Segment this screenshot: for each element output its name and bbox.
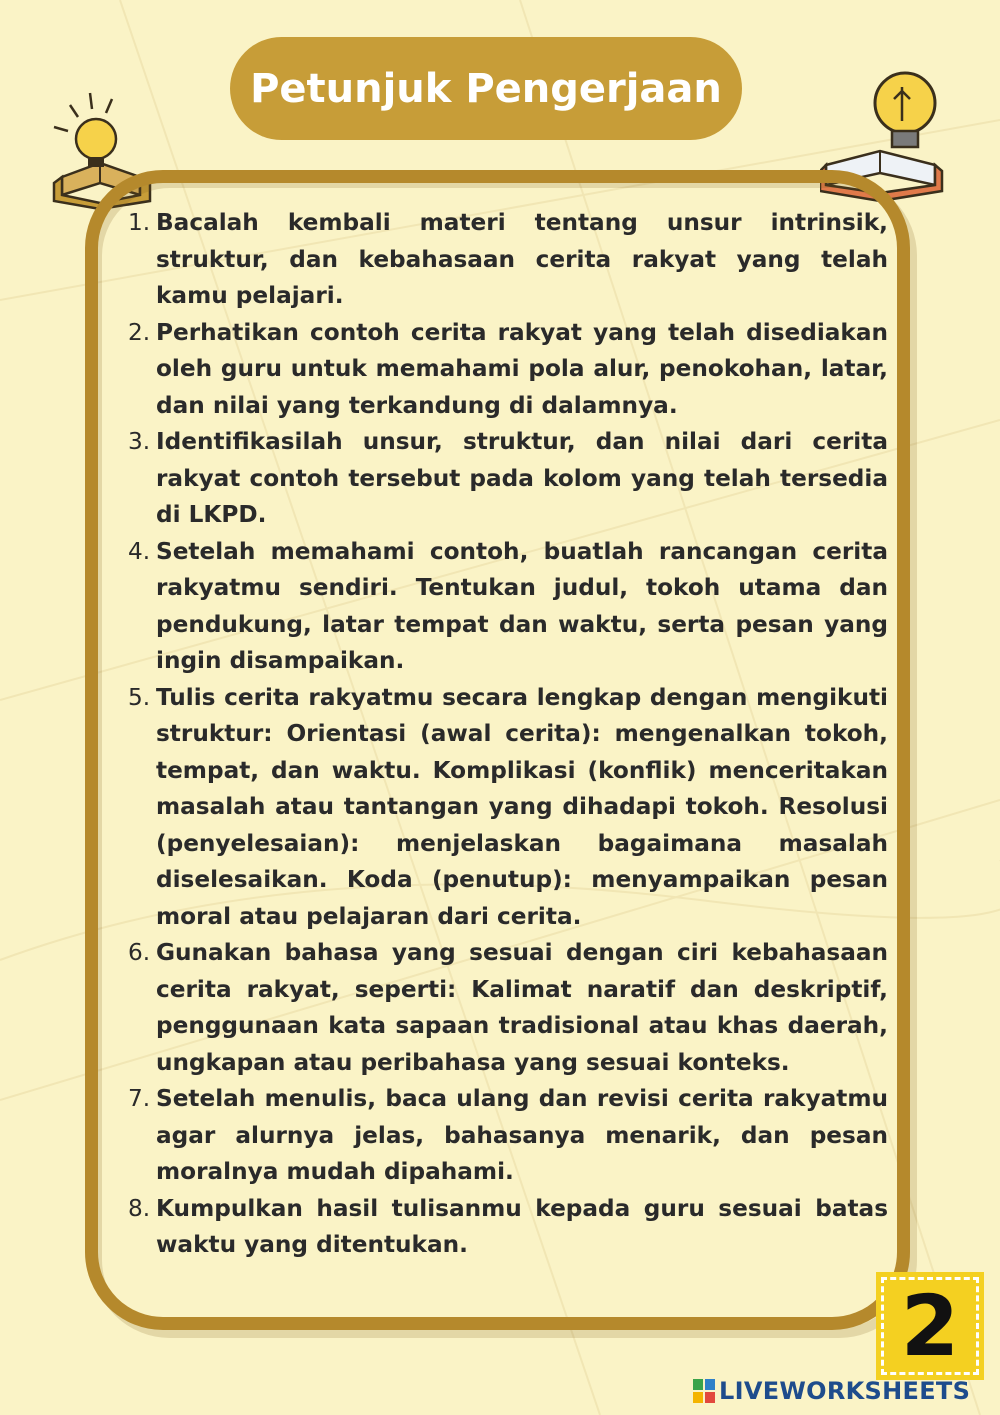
- item-number: 4.: [128, 537, 151, 565]
- page-title: Petunjuk Pengerjaan: [230, 37, 742, 140]
- item-number: 1.: [128, 209, 151, 236]
- list-item: [120, 205, 888, 315]
- item-text: Perhatikan contoh cerita rakyat yang telah disediakan oleh guru untuk memahami pola alur, penokohan, latar, dan nilai yang terkandung di dalamnya.: [156, 318, 888, 419]
- item-number: 7.: [128, 1085, 151, 1112]
- item-number: 6.: [128, 939, 151, 966]
- page-number-badge: [876, 1272, 984, 1380]
- item-text: Identifikasilah unsur, struktur, dan nilai dari cerita rakyat contoh tersebut pada kolom yang telah tersedia di LKPD.: [156, 428, 888, 528]
- instructions-list: [120, 205, 888, 1264]
- item-number: 3.: [128, 428, 151, 455]
- item-text: Kumpulkan hasil tulisanmu kepada guru sesuai batas waktu yang ditentukan.: [156, 1194, 888, 1258]
- watermark[interactable]: [693, 1375, 970, 1407]
- list-item: [120, 1191, 888, 1264]
- item-text: Tulis cerita rakyatmu secara lengkap dengan mengikuti struktur: Orientasi (awal cerita): mengenalkan tokoh, tempat, dan waktu. Komplikasi (konflik) menceritakan masalah atau tantangan yang dihadapi tokoh. Resolusi (penyelesaian): menjelaskan bagaimana masalah diselesaikan. Koda (penutup): menyampaikan pesan moral atau pelajaran dari cerita.: [156, 683, 888, 930]
- list-item: [120, 680, 888, 936]
- item-text: Setelah memahami contoh, buatlah rancangan cerita rakyatmu sendiri. Tentukan judul, tokoh utama dan pendukung, latar tempat dan waktu, serta pesan yang ingin disampaikan.: [156, 537, 888, 674]
- list-item: [120, 424, 888, 534]
- item-text: Setelah menulis, baca ulang dan revisi cerita rakyatmu agar alurnya jelas, bahasanya menarik, dan pesan moralnya mudah dipahami.: [156, 1085, 888, 1185]
- liveworksheets-logo-icon: [693, 1379, 715, 1403]
- list-item: [120, 534, 888, 680]
- list-item: [120, 1081, 888, 1191]
- watermark-text: LIVEWORKSHEETS: [719, 1377, 971, 1405]
- item-number: 8.: [128, 1194, 151, 1222]
- list-item: [120, 935, 888, 1081]
- item-number: 5.: [128, 683, 151, 711]
- list-item: [120, 315, 888, 425]
- page-number: 2: [900, 1277, 960, 1375]
- item-text: Gunakan bahasa yang sesuai dengan ciri kebahasaan cerita rakyat, seperti: Kalimat naratif dan deskriptif, penggunaan kata sapaan tradisional atau khas daerah, ungkapan atau peribahasa yang sesuai konteks.: [156, 939, 888, 1076]
- item-text: Bacalah kembali materi tentang unsur intrinsik, struktur, dan kebahasaan cerita rakyat yang telah kamu pelajari.: [156, 209, 888, 309]
- item-number: 2.: [128, 318, 151, 346]
